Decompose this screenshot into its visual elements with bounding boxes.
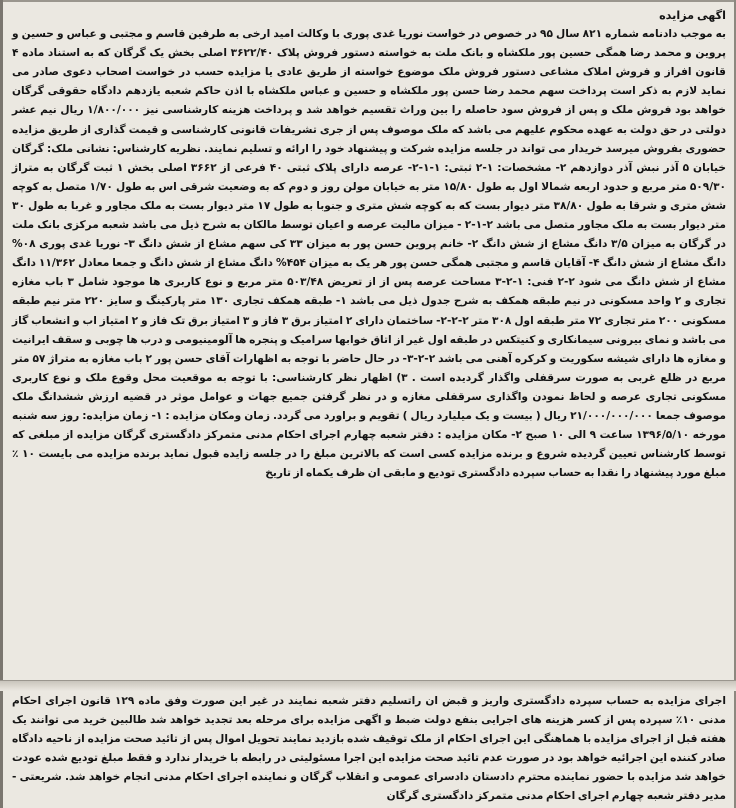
notice-main-column xyxy=(12,6,726,483)
notice-continuation: اجرای مزایده به حساب سپرده دادگستری واریز و قبض ان راتسلیم دفتر شعبه نمایند در غیر این صورت وفق ماده ۱۲۹ قانون اجرای احکام مدنی ۱۰٪ سپرده پس از کسر هزینه های اجرایی بنفع دولت ضبط و اگهی مزایده برای مرحله بعد تجدید خواهد شد طالبین خرید می توانند یک هفته قبل از اجرای مزایده با هماهنگی این اجرای احکام از ملک توقیف شده بازدید نمایند تحویل اموال پس از تائید صحت مزایده از ناحیه دادگاه صادر کننده این اجرائیه خواهد بود در صورت عدم تائید صحت مزایده این اجرا مسئولیتی در رابطه با خریدار ندارد و فقط مبلغ تودیع شده عودت خواهد شد مزایده با حضور نماینده محترم دادستان دادسرای عمومی و انقلاب گرگان و نماینده اجرای احکام مدنی انجام خواهد شد. شریعتی - مدیر دفتر شعبه چهارم اجرای احکام مدنی متمرکز دادگستری گرگان xyxy=(12,695,726,803)
notice-continuation-column xyxy=(12,692,726,807)
notice-title: اگهی مزایده xyxy=(659,9,726,22)
notice-body: به موجب دادنامه شماره ۸۲۱ سال ۹۵ در خصوص در خواست نوریا غدی پوری با وکالت امید ارخی به طرفین قاسم و مجتبی و عباس و حسین و پروین و محمد رضا همگی حسین پور ملکشاه و بانک ملت به خواسته دستور فروش پلاک ۳۶۲۲/۴۰ اصلی بخش یک گرگان که به استناد ماده ۴ قانون افراز و فروش املاک مشاعی دستور فروش ملک موضوع خواسته از طریق عادی یا مزایده حسب در خواست اصحاب دعوی صادر می نماید لازم به ذکر است پرداخت سهم محمد رضا حسن پور ملکشاه و حسین و عباس ملکشاه با اذن حاکم شعبه یازدهم دادگاه حقوقی گرگان خواهد بود فروش ملک و پس از فروش سود حاصله را بین وراث تقسیم خواهد شد و پرداخت هزینه کارشناسی نیز ۱/۸۰۰/۰۰۰ ریال نیم عشر دولتی در حق دولت به عهده محکوم علیهم می باشد که ملک موصوف پس از جری تشریفات قانونی کارشناسی و قیمت گذاری از طریق مزایده حضوری بفروش میرسد خریدار می تواند در جلسه مزایده شرکت و پیشنهاد خود را ارائه و تسلیم نمایند. نظریه کارشناس: نشانی ملک: گرگان خیابان ۵ آذر نبش آذر دوازدهم ۲- مشخصات: ۱-۲ ثبتی: ۱-۱-۲- عرصه دارای پلاک ثبتی ۴۰ فرعی از ۳۶۶۲ اصلی بخش ۱ ثبت گرگان به متراژ ۵۰۹/۳۰ متر مربع و حدود اربعه شمالا اول به طول ۱۵/۸۰ متر به خیابان مولن روز و دوم که به وضعیت شرقی اس به طول ۱/۷۰ متصل به کوچه شش متری و شرقا به طول ۳۸/۸۰ متر دیوار بست که به کوچه شش متری و جنوبا به طول ۱۷ متر دیوار بست به ملک مجاور و غربا به طول ۳۰ متر دیوار بست به ملک مجاور متصل می باشد ۲-۱-۲ - میزان مالیت عرصه و اعیان توسط مالکان به شرح ذیل می باشد شعبه مرکزی بانک ملت در گرگان به میزان ۳/۵ دانگ مشاع از شش دانگ ۲- خانم پروین حسن پور به میزان ۳۳ کی سهم مشاع از شش دانگ ۳- نوریا غدی پوری ۰۸% دانگ مشاع از شش دانگ ۴- آقایان قاسم و مجتبی همگی حسن پور هر یک به میزان ۴۵۴% دانگ مشاع از شش دانگ و جمعا معادل ۱۱/۳۶۲ دانگ مشاع از شش دانگ می شود ۲-۲ فنی: ۱-۲-۳ مساحت عرصه پس از از تعریض ۵۰۳/۴۸ متر مربع و نوع کاربری ها موجود شامل ۳ باب مغازه تجاری و ۲ واحد مسکونی در نیم طبقه همکف به شرح جدول ذیل می باشد ۱- طبقه همکف تجاری ۱۳۰ متر پارکینگ و سایز ۲۲۰ متر نیم طبقه مسکونی ۲۰۰ متر تجاری ۷۲ متر طبقه اول ۳۰۸ متر ۲-۲-۲- ساختمان دارای ۲ امتیاز برق ۳ فاز و ۳ امتیاز برق تک فاز و ۲ امتیاز اب و انشعاب گاز می باشد و نمای بیرونی سیمانکاری و کنیتکس در طبقه اول غیر از اتاق خوابها سرامیک و پنجره ها آلومینیومی و درب ها چوبی و سقف ایرانیت و مغازه ها دارای شیشه سکوریت و کرکره آهنی می باشد ۲-۲-۳- در حال حاضر با توجه به اظهارات آقای حسن پور ۲ باب مغازه به متراژ ۵۷ متر مربع در ظلع غربی به صورت سرقفلی واگذار گردیده است . ۳) اظهار نظر کارشناسی: با توجه به موقعیت محل وقوع ملک و نوع کاربری مسکونی تجاری عرصه و لحاظ نمودن واگذاری سرقفلی مغازه و در نظر گرفتن جمیع جهات و عوامل موثر در قضیه ارزش ششدانگ ملک موصوف جمعا ۲۱/۰۰۰/۰۰۰/۰۰۰ ریال ( بیست و یک میلیارد ریال ) تقویم و براورد می گردد. زمان ومکان مزایده : ۱- زمان مزایده: روز سه شنبه مورخه ۱۳۹۶/۵/۱۰ ساعت ۹ الی ۱۰ صبح ۲- مکان مزایده : دفتر شعبه چهارم اجرای احکام مدنی متمرکز دادگستری گرگان مزایده از مبلغی که توسط کارشناس تعیین گردیده شروع و برنده مزایده کسی است که بالاترین مبلغ را در جلسه زایده قبول نماید برنده مزایده می بایست ۱۰ ٪ مبلغ مورد پیشنهاد را نقدا به حساب سپرده دادگستری تودیع و مابقی ان ظرف یکماه از تاریخ xyxy=(12,28,727,480)
fold-divider xyxy=(0,680,736,691)
top-border xyxy=(0,0,736,2)
